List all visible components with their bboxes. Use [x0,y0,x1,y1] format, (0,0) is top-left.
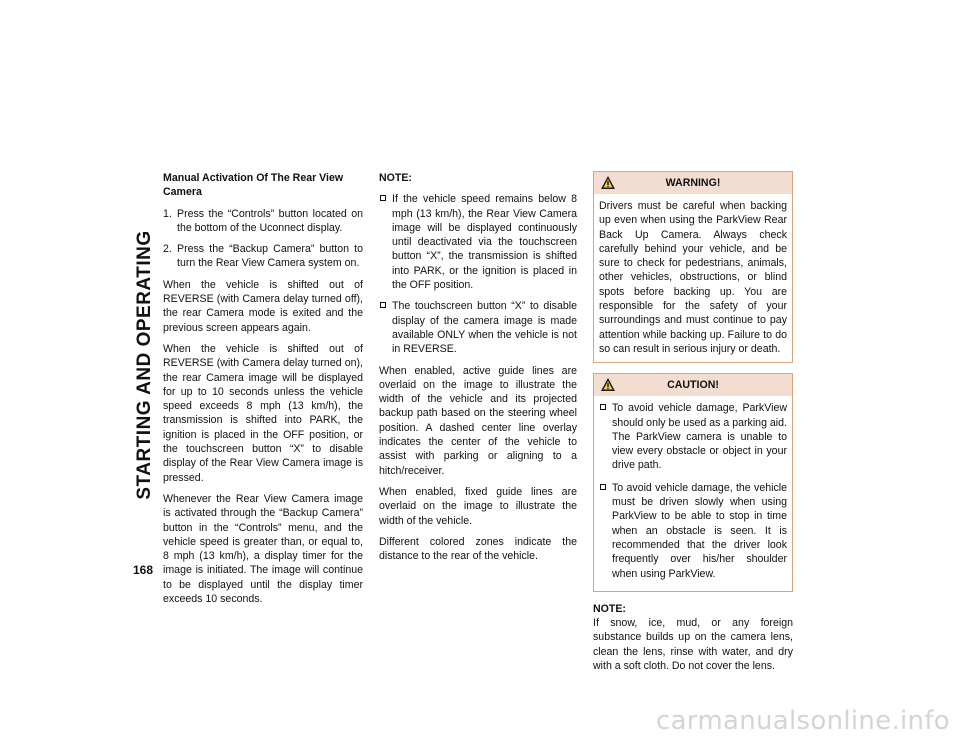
paragraph: When enabled, active guide lines are overlaid on the image to illustrate the width of the vehicle and its projected backup path based on the steering wheel position. A dashed center line overlay indicates the center of the vehicle to assist with parking or aligning to a hitch/receiver. [379,364,577,477]
section-side-tab [130,170,160,560]
step-text: Press the “Controls” button located on the bottom of the Uconnect display. [177,207,363,234]
paragraph: Different colored zones indicate the distance to the rear of the vehicle. [379,535,577,563]
warning-title: WARNING! [665,177,721,189]
square-bullet-icon [380,302,386,308]
bullet-item [379,299,577,356]
warning-triangle-icon [600,377,616,392]
caution-body [594,396,792,591]
step-text: Press the “Backup Camera” button to turn the Rear View Camera system on. [177,243,363,270]
bullet-text: To avoid vehicle damage, the vehicle must be driven slowly when using ParkView to be able to stop in time when an obstacle is seen. It is recommended that the driver look frequently over his/her shoulder when using ParkView. [612,481,787,580]
caution-bullets [599,401,787,581]
page-number: 168 [133,563,154,577]
note-bullets [379,192,577,356]
paragraph: When enabled, fixed guide lines are overlaid on the image to illustrate the width of the vehicle. [379,485,577,527]
warning-header [594,172,792,194]
note-label: NOTE: [593,602,626,615]
section-heading: Manual Activation Of The Rear View Camera [163,172,344,199]
step-item [163,207,363,236]
square-bullet-icon [380,195,386,201]
column-3 [593,171,793,680]
caution-header [594,374,792,396]
column-1 [163,171,363,613]
bullet-text: The touchscreen button “X” to disable display of the camera image is made available ONLY when the vehicle is not in REVERSE. [392,300,577,356]
warning-box [593,171,793,363]
paragraph: Whenever the Rear View Camera image is activated through the “Backup Camera” button in the “Controls” menu, and the vehicle speed is greater than, or equal to, 8 mph (13 km/h), a display timer for the image is initiated. The image will continue to be displayed until the display timer exceeds 10 seconds. [163,492,363,606]
section-title: STARTING AND OPERATING [134,230,155,500]
paragraph: When the vehicle is shifted out of REVERSE (with Camera delay turned on), the rear Camera image will be displayed for up to 10 seconds unless the vehicle speed exceeds 8 mph (13 km/h), the transmission is shifted into PARK, the ignition is placed in the OFF position, or the touchscreen button “X” to disable display of the Rear View Camera image is pressed. [163,342,363,484]
step-item [163,242,363,271]
note-label: NOTE: [379,172,412,184]
caution-box [593,373,793,592]
bullet-item [599,401,787,472]
column-2 [379,171,577,570]
paragraph: When the vehicle is shifted out of REVERSE (with Camera delay turned off), the rear Camera mode is exited and the previous screen appears again. [163,278,363,334]
watermark: carmanualsonline.info [655,706,950,736]
square-bullet-icon [600,484,606,490]
bullet-item [599,481,787,581]
caution-title: CAUTION! [667,379,719,392]
step-number: 2. [163,243,172,256]
warning-text: Drivers must be careful when backing up even when using the ParkView Rear Back Up Camera. Always check carefully behind your vehicle, and be sure to check for pedestrians, animals, other vehicles, obstructions, or blind spots before backing up. You are responsible for the safety of your surroundings and must continue to pay attention while backing up. Failure to do so can result in serious injury or death. [599,200,787,355]
bullet-item [379,192,577,292]
step-number: 1. [163,207,172,220]
steps-list [163,207,363,271]
warning-body [594,194,792,362]
note-text: If snow, ice, mud, or any foreign substance builds up on the camera lens, clean the lens, rinse with water, and dry with a soft cloth. Do not cover the lens. [593,617,793,673]
bullet-text: If the vehicle speed remains below 8 mph (13 km/h), the Rear View Camera image will be displayed continuously until deactivated via the touchscreen button “X”, the transmission is shifted into PARK, or the ignition is placed in the OFF position. [392,193,577,292]
warning-triangle-icon [600,175,616,190]
square-bullet-icon [600,404,606,410]
bullet-text: To avoid vehicle damage, ParkView should only be used as a parking aid. The ParkView camera is unable to view every obstacle or object in your drive path. [612,402,787,472]
